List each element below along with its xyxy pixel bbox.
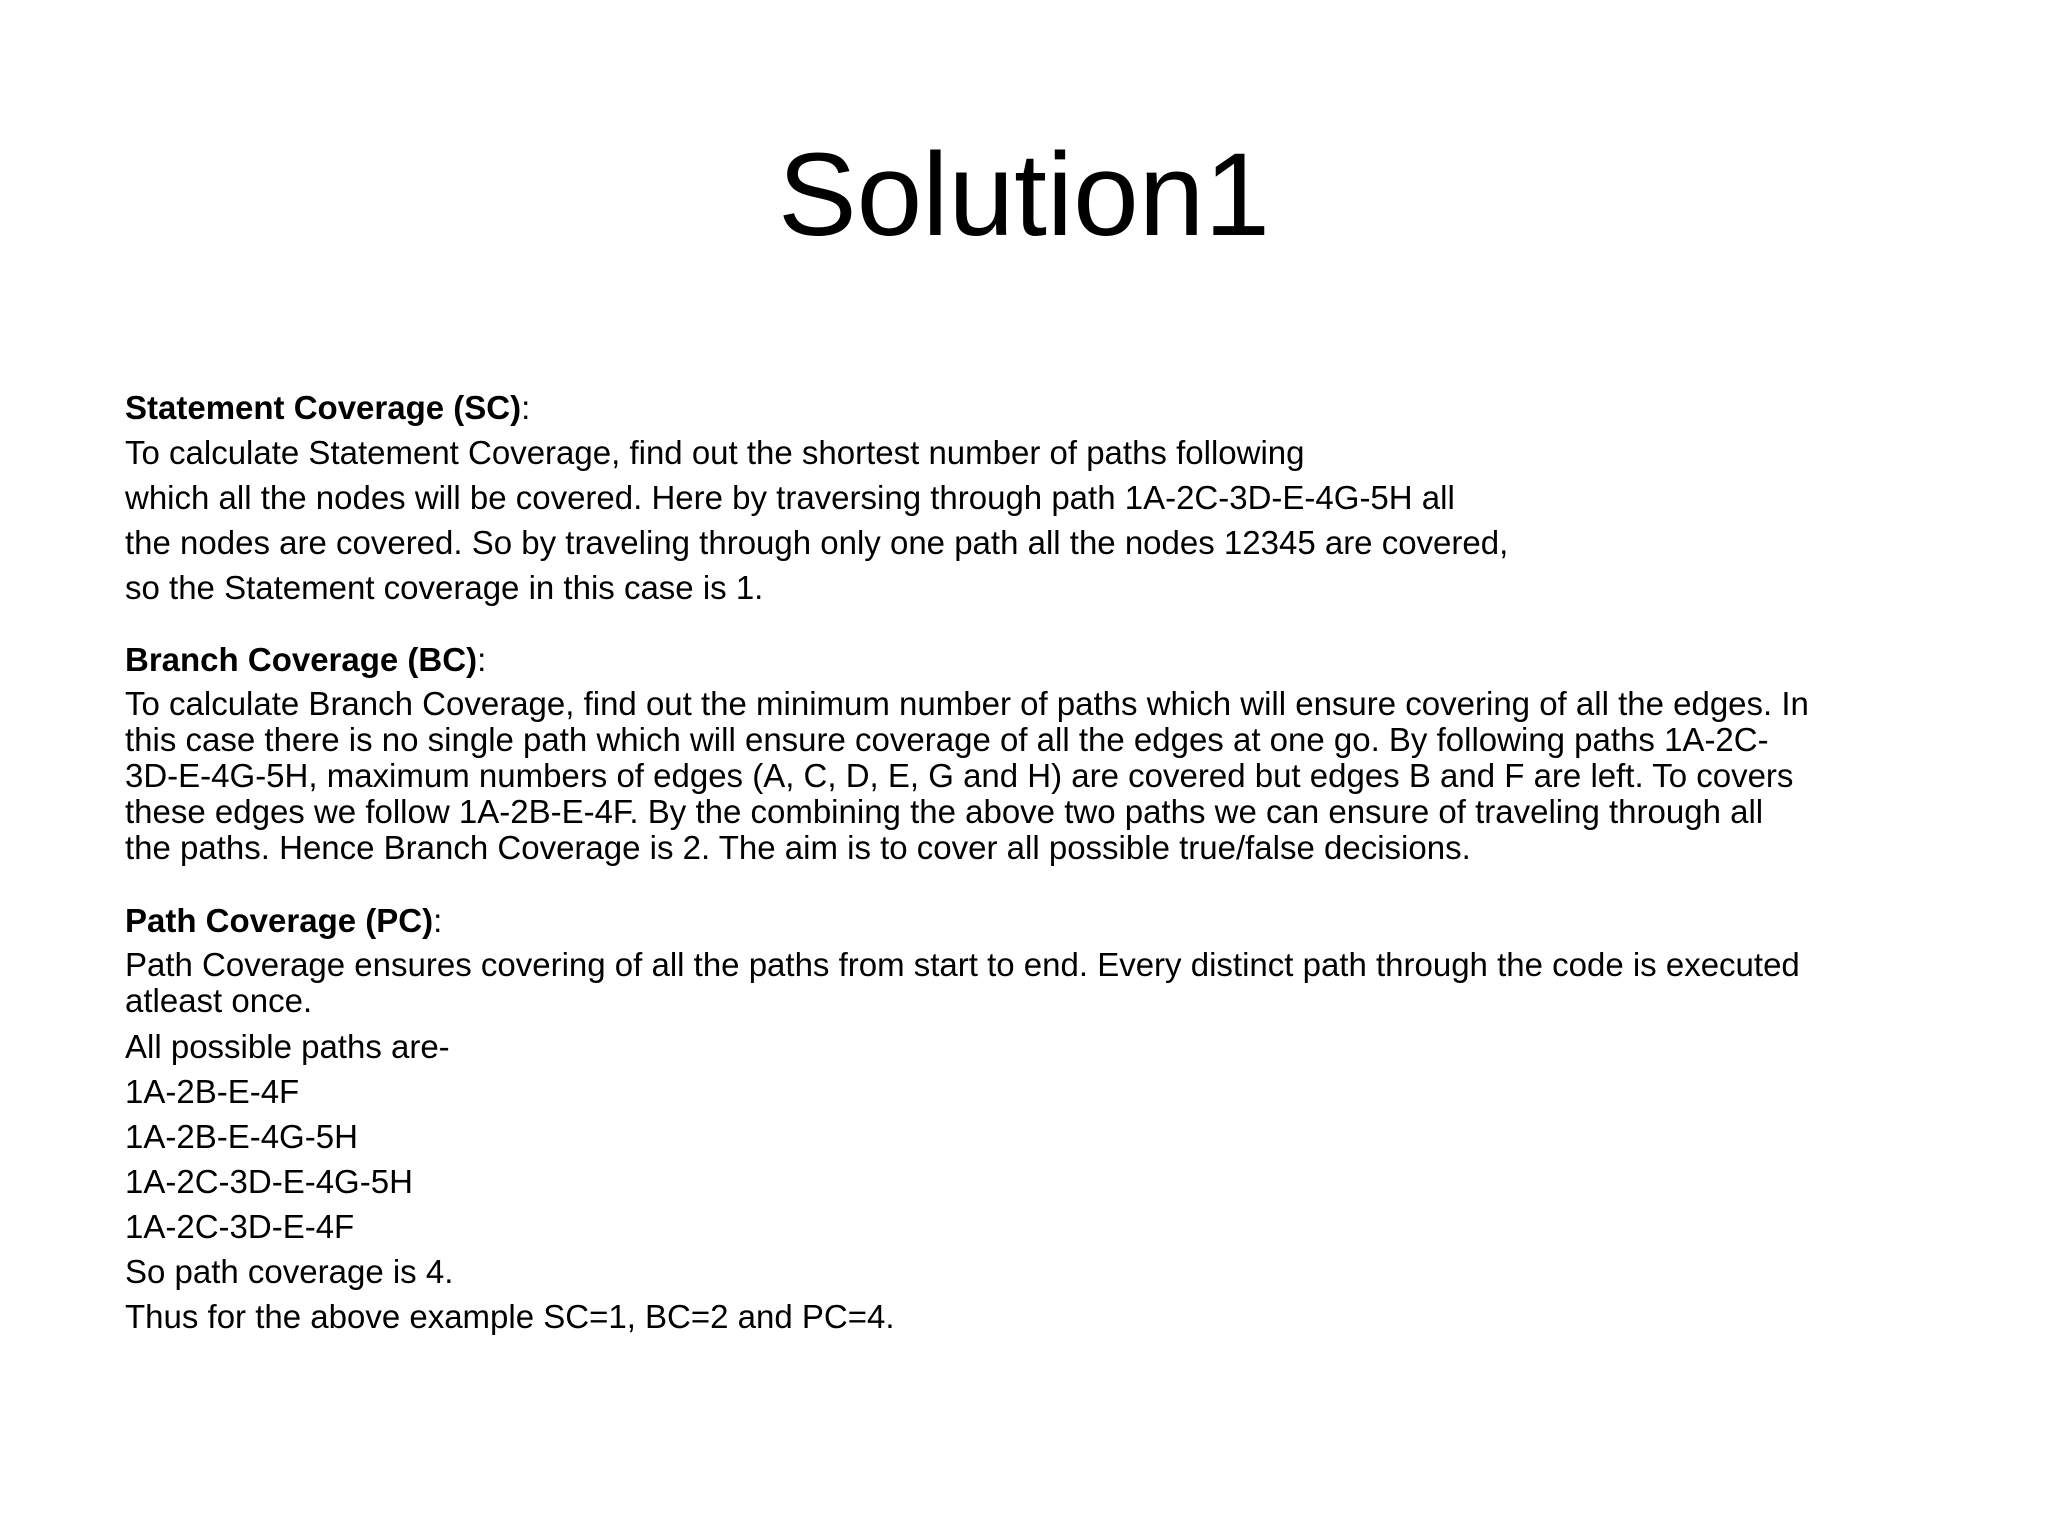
path-coverage-result: So path coverage is 4.: [125, 1253, 454, 1290]
statement-coverage-heading: Statement Coverage (SC):: [125, 389, 531, 426]
branch-coverage-heading-text: Branch Coverage (BC): [125, 641, 478, 678]
branch-coverage-line: these edges we follow 1A-2B-E-4F. By the combining the above two paths we can ensure of traveling through all: [125, 793, 1764, 830]
path-coverage-heading: Path Coverage (PC):: [125, 902, 443, 939]
slide-body: [125, 385, 1925, 1339]
branch-coverage-line: 3D-E-4G-5H, maximum numbers of edges (A, C, D, E, G and H) are covered but edges B and F are left. To covers: [125, 757, 1794, 794]
path-coverage-paragraph: [125, 947, 1992, 1019]
path-list-item: 1A-2B-E-4G-5H: [125, 1118, 358, 1155]
statement-coverage-heading-text: Statement Coverage (SC): [125, 389, 522, 426]
section-spacer: [125, 871, 1925, 898]
path-list-item: 1A-2B-E-4F: [125, 1073, 300, 1110]
statement-coverage-line: To calculate Statement Coverage, find out the shortest number of paths following: [125, 434, 1305, 471]
statement-coverage-line: so the Statement coverage in this case is 1.: [125, 569, 764, 606]
path-list-intro: All possible paths are-: [125, 1028, 450, 1065]
path-coverage-line: Path Coverage ensures covering of all the paths from start to end. Every distinct path through the code is executed: [125, 946, 1800, 983]
path-list-item: 1A-2C-3D-E-4F: [125, 1208, 355, 1245]
section-spacer: [125, 610, 1925, 637]
slide-title: Solution1: [777, 129, 1271, 261]
coverage-summary: Thus for the above example SC=1, BC=2 and PC=4.: [125, 1298, 895, 1335]
path-coverage-heading-text: Path Coverage (PC): [125, 902, 434, 939]
branch-coverage-line: this case there is no single path which will ensure coverage of all the edges at one go. By following paths 1A-2C-: [125, 721, 1769, 758]
branch-coverage-paragraph: [125, 686, 1992, 866]
statement-coverage-line: which all the nodes will be covered. Here by traversing through path 1A-2C-3D-E-4G-5H all: [125, 479, 1455, 516]
branch-coverage-heading: Branch Coverage (BC):: [125, 641, 487, 678]
path-list-item: 1A-2C-3D-E-4G-5H: [125, 1163, 413, 1200]
path-coverage-line: atleast once.: [125, 982, 313, 1019]
branch-coverage-line: the paths. Hence Branch Coverage is 2. The aim is to cover all possible true/false decisions.: [125, 829, 1471, 866]
statement-coverage-line: the nodes are covered. So by traveling through only one path all the nodes 12345 are covered,: [125, 524, 1509, 561]
branch-coverage-line: To calculate Branch Coverage, find out the minimum number of paths which will ensure covering of all the edges. In: [125, 685, 1809, 722]
